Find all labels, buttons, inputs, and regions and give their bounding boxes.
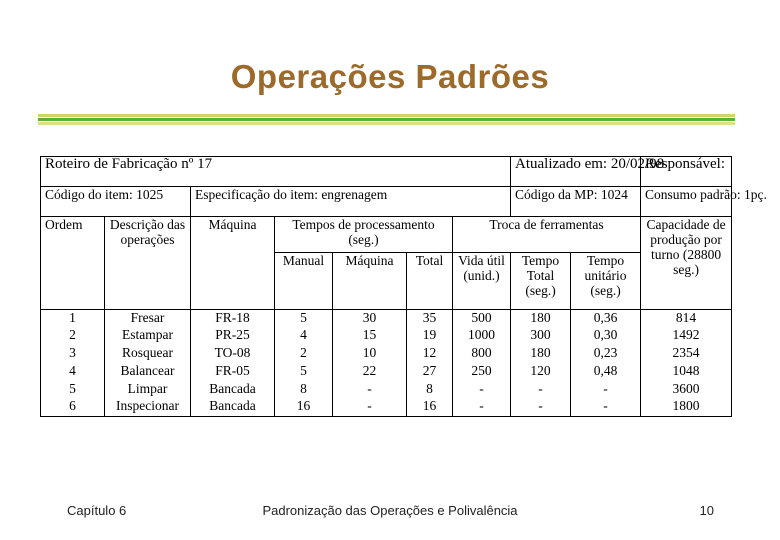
cell-order: 2 — [41, 327, 105, 345]
table-row — [41, 309, 732, 327]
cell-tool-life: 250 — [453, 363, 511, 381]
cell-tool-change-unit: - — [571, 398, 641, 416]
cell-tool-life: - — [453, 398, 511, 416]
cell-tool-change-unit: 0,48 — [571, 363, 641, 381]
routing-title: Roteiro de Fabricação nº 17 — [41, 157, 511, 187]
col-header-capacity: Capacidade de produção por turno (28800 seg.) — [641, 216, 732, 309]
cell-total-time: 12 — [407, 345, 453, 363]
routing-title-row — [41, 157, 732, 187]
cell-tool-change-total: - — [511, 398, 571, 416]
cell-order: 1 — [41, 309, 105, 327]
responsible-label: Responsável: — [641, 157, 732, 187]
col-header-unit-time: Tempo unitário (seg.) — [571, 253, 641, 309]
cell-order: 4 — [41, 363, 105, 381]
updated-date: Atualizado em: 20/02/98 — [511, 157, 641, 187]
cell-machine: FR-05 — [191, 363, 275, 381]
routing-data-rows — [41, 309, 732, 416]
cell-capacity: 814 — [641, 309, 732, 327]
cell-total-time: 35 — [407, 309, 453, 327]
standard-consumption: Consumo padrão: 1pç. — [641, 186, 732, 216]
table-row — [41, 363, 732, 381]
cell-description: Balancear — [105, 363, 191, 381]
table-row — [41, 345, 732, 363]
cell-description: Inspecionar — [105, 398, 191, 416]
cell-capacity: 1492 — [641, 327, 732, 345]
col-header-tool-life: Vida útil (unid.) — [453, 253, 511, 309]
cell-tool-change-unit: 0,23 — [571, 345, 641, 363]
column-header-row-1 — [41, 216, 732, 253]
cell-machine-time: 15 — [333, 327, 407, 345]
cell-machine: TO-08 — [191, 345, 275, 363]
col-header-description: Descrição das operações — [105, 216, 191, 309]
cell-machine-time: 22 — [333, 363, 407, 381]
cell-machine-time: 10 — [333, 345, 407, 363]
col-header-total: Total — [407, 253, 453, 309]
cell-tool-life: 800 — [453, 345, 511, 363]
cell-description: Estampar — [105, 327, 191, 345]
cell-machine: FR-18 — [191, 309, 275, 327]
footer-page-number: 10 — [699, 503, 714, 518]
item-code: Código do item: 1025 — [41, 186, 191, 216]
cell-tool-change-unit: 0,36 — [571, 309, 641, 327]
col-header-processing-times: Tempos de processamento (seg.) — [275, 216, 453, 253]
col-header-machine-time: Máquina — [333, 253, 407, 309]
table-row — [41, 398, 732, 416]
cell-machine: Bancada — [191, 381, 275, 399]
cell-machine-time: - — [333, 381, 407, 399]
footer-chapter: Capítulo 6 — [67, 503, 127, 518]
routing-table — [40, 156, 767, 417]
cell-total-time: 16 — [407, 398, 453, 416]
cell-tool-life: 500 — [453, 309, 511, 327]
material-code: Código da MP: 1024 — [511, 186, 641, 216]
cell-description: Rosquear — [105, 345, 191, 363]
cell-manual-time: 2 — [275, 345, 333, 363]
cell-tool-life: - — [453, 381, 511, 399]
table-row — [41, 327, 732, 345]
cell-manual-time: 8 — [275, 381, 333, 399]
cell-tool-change-total: 120 — [511, 363, 571, 381]
table-row — [41, 381, 732, 399]
slide-title: Operações Padrões — [230, 58, 550, 95]
cell-description: Fresar — [105, 309, 191, 327]
footer-subject: Padronização das Operações e Polivalência — [262, 503, 518, 518]
cell-manual-time: 4 — [275, 327, 333, 345]
cell-order: 3 — [41, 345, 105, 363]
cell-capacity: 2354 — [641, 345, 732, 363]
cell-capacity: 3600 — [641, 381, 732, 399]
cell-machine-time: - — [333, 398, 407, 416]
item-specification: Especificação do item: engrenagem — [191, 186, 511, 216]
cell-machine: Bancada — [191, 398, 275, 416]
cell-manual-time: 16 — [275, 398, 333, 416]
cell-total-time: 27 — [407, 363, 453, 381]
cell-manual-time: 5 — [275, 309, 333, 327]
cell-tool-change-total: 180 — [511, 309, 571, 327]
cell-total-time: 19 — [407, 327, 453, 345]
col-header-manual: Manual — [275, 253, 333, 309]
cell-machine: PR-25 — [191, 327, 275, 345]
col-header-total-time: Tempo Total (seg.) — [511, 253, 571, 309]
cell-manual-time: 5 — [275, 363, 333, 381]
col-header-machine: Máquina — [191, 216, 275, 309]
cell-tool-change-unit: - — [571, 381, 641, 399]
cell-tool-change-total: - — [511, 381, 571, 399]
title-underline-top — [38, 114, 735, 117]
cell-tool-change-unit: 0,30 — [571, 327, 641, 345]
cell-machine-time: 30 — [333, 309, 407, 327]
cell-total-time: 8 — [407, 381, 453, 399]
cell-description: Limpar — [105, 381, 191, 399]
cell-tool-life: 1000 — [453, 327, 511, 345]
cell-tool-change-total: 300 — [511, 327, 571, 345]
title-underline-bottom — [38, 122, 735, 125]
item-info-row — [41, 186, 732, 216]
col-header-tool-change: Troca de ferramentas — [453, 216, 641, 253]
cell-order: 5 — [41, 381, 105, 399]
cell-order: 6 — [41, 398, 105, 416]
cell-tool-change-total: 180 — [511, 345, 571, 363]
title-underline-middle — [38, 118, 735, 121]
cell-capacity: 1800 — [641, 398, 732, 416]
col-header-order: Ordem — [41, 216, 105, 309]
cell-capacity: 1048 — [641, 363, 732, 381]
